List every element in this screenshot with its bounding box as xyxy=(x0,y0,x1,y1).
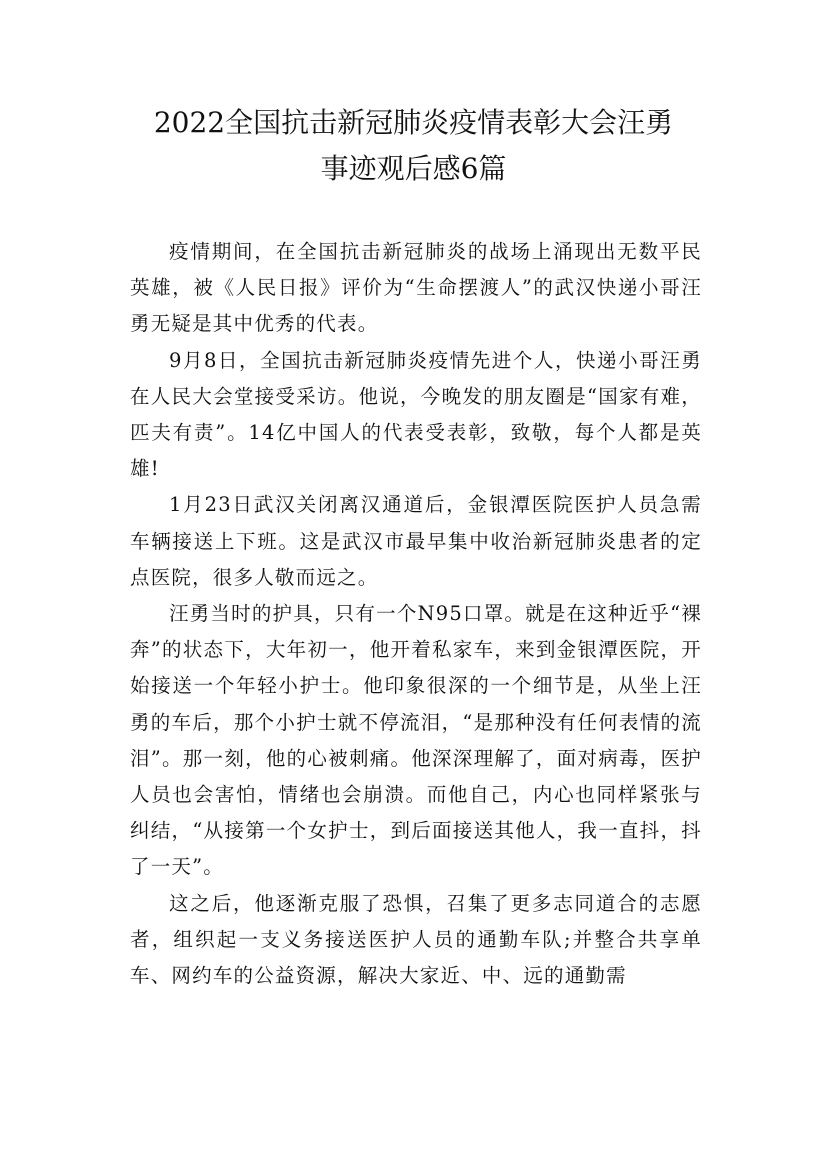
paragraph-3: 1月23日武汉关闭离汉通道后，金银潭医院医护人员急需车辆接送上下班。这是武汉市最早集中收治新冠肺炎患者的定点医院，很多人敬而远之。 xyxy=(130,493,702,589)
title-line-2: 事迹观后感6篇 xyxy=(320,152,507,185)
document-body xyxy=(130,234,702,994)
paragraph-4: 汪勇当时的护具，只有一个N95口罩。就是在这种近乎“裸奔”的状态下，大年初一，他开着私家车，来到金银潭医院，开始接送一个年轻小护士。他印象很深的一个细节是，从坐上汪勇的车后，那个小护士就不停流泪，“是那种没有任何表情的流泪”。那一刻，他的心被刺痛。他深深理解了，面对病毒，医护人员也会害怕，情绪也会崩溃。而他自己，内心也同样紧张与纠结，“从接第一个女护士，到后面接送其他人，我一直抖，抖了一天”。 xyxy=(130,602,702,879)
paragraph-1: 疫情期间，在全国抗击新冠肺炎的战场上涌现出无数平民英雄，被《人民日报》评价为“生命摆渡人”的武汉快递小哥汪勇无疑是其中优秀的代表。 xyxy=(130,240,702,336)
title-line-1: 2022全国抗击新冠肺炎疫情表彰大会汪勇 xyxy=(153,106,674,139)
paragraph-5: 这之后，他逐渐克服了恐惧，召集了更多志同道合的志愿者，组织起一支义务接送医护人员的通勤车队;并整合共享单车、网约车的公益资源，解决大家近、中、远的通勤需 xyxy=(130,891,702,988)
paragraph-2: 9月8日，全国抗击新冠肺炎疫情先进个人，快递小哥汪勇在人民大会堂接受采访。他说，今晚发的朋友圈是“国家有难，匹夫有责”。14亿中国人的代表受表彰，致敬，每个人都是英雄! xyxy=(130,348,702,481)
document-title xyxy=(100,100,727,192)
